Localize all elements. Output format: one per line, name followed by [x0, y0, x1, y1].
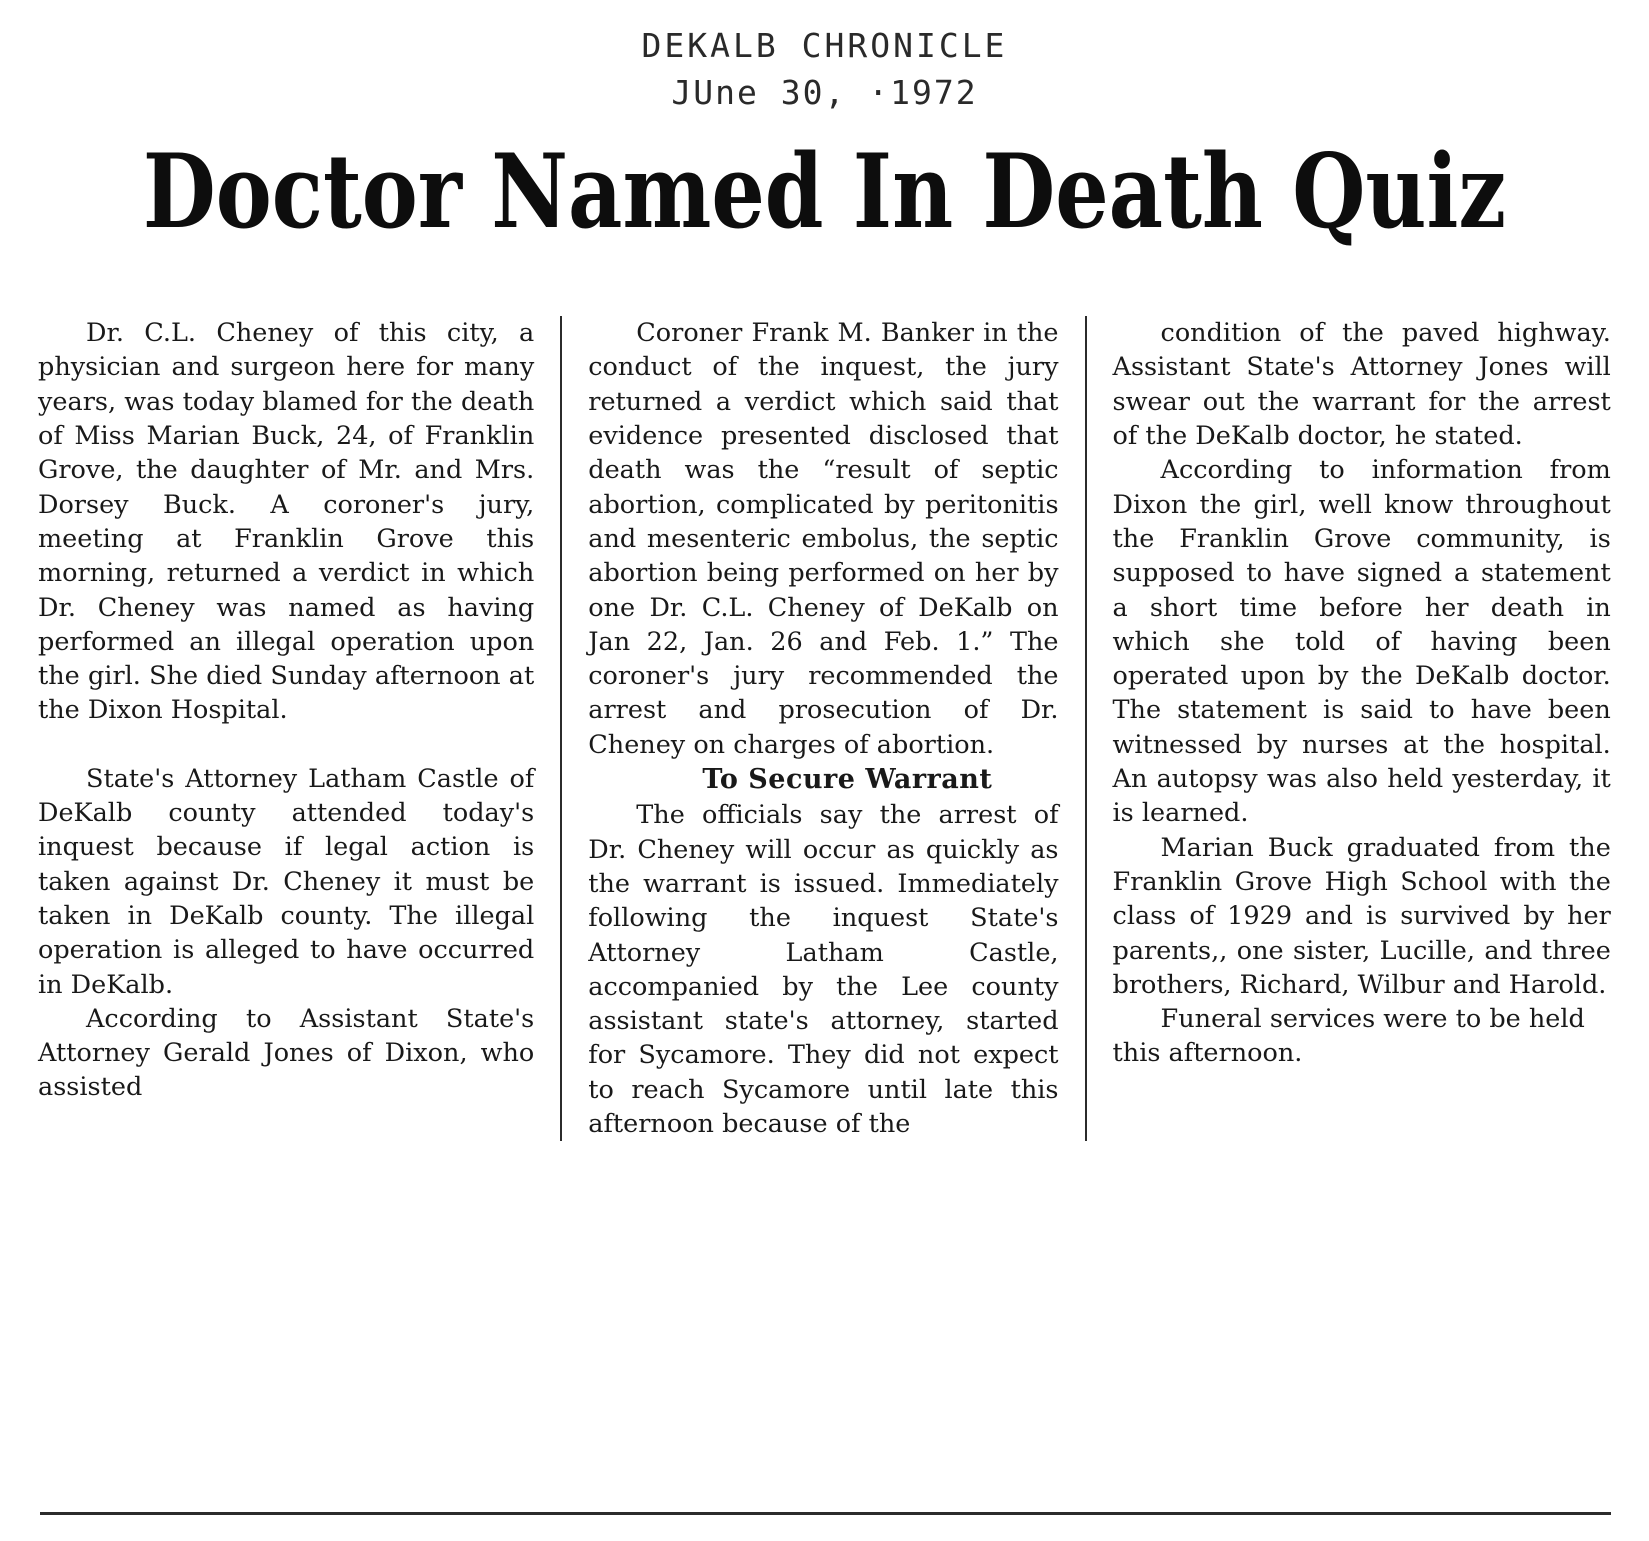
paragraph: The officials say the arrest of Dr. Cheney will occur as quickly as the warrant is issued. Immediately following the inquest State's Attorney Latham Castle, accompanied by the Lee county assistant state's attorney, started for Sycamore. They did not expect to reach Sycamore until late this afternoon because of the — [588, 800, 1059, 1140]
paragraph: According to Assistant State's Attorney Gerald Jones of Dixon, who assisted — [38, 1003, 535, 1103]
issue-date: JUne 30, ·1972 — [671, 73, 978, 112]
column-2 — [562, 316, 1086, 1141]
article-columns — [38, 316, 1611, 1141]
paragraph: Funeral services were to be held this afternoon. — [1112, 1004, 1585, 1069]
column-3 — [1087, 316, 1611, 1141]
paragraph: Marian Buck graduated from the Franklin Grove High School with the class of 1929 and is survived by her parents,, one sister, Lucille, and three brothers, Richard, Wilbur and Harold. — [1112, 832, 1611, 1000]
paragraph: Coroner Frank M. Banker in the conduct of the inquest, the jury returned a verdict which said that evidence presented disclosed that death was the “result of septic abortion, complicated by peritonitis and mesenteric embolus, the septic abortion being performed on her by one Dr. C.L. Cheney of DeKalb on Jan 22, Jan. 26 and Feb. 1.” The coroner's jury recommended the arrest and prosecution of Dr. Cheney on charges of abortion. — [588, 318, 1059, 760]
bottom-divider — [40, 1512, 1611, 1515]
masthead — [0, 0, 1649, 112]
paper-name: DEKALB CHRONICLE — [641, 26, 1008, 65]
paragraph: condition of the paved highway. Assistant State's Attorney Jones will swear out the warrant for the arrest of the DeKalb doctor, he stated. — [1112, 318, 1611, 452]
article-headline: Doctor Named In Death Quiz — [142, 130, 1507, 252]
column-1 — [38, 316, 562, 1141]
paragraph: State's Attorney Latham Castle of DeKalb county attended today's inquest because if legal action is taken against Dr. Cheney it must be taken in DeKalb county. The illegal operation is alleged to have occurred in DeKalb. — [38, 763, 535, 1000]
paragraph: Dr. C.L. Cheney of this city, a physician and surgeon here for many years, was today blamed for the death of Miss Marian Buck, 24, of Franklin Grove, the daughter of Mr. and Mrs. Dorsey Buck. A coroner's jury, meeting at Franklin Grove this morning, returned a verdict in which Dr. Cheney was named as having performed an illegal operation upon the girl. She died Sunday afternoon at the Dixon Hospital. — [38, 318, 535, 726]
paragraph: According to information from Dixon the girl, well know throughout the Franklin Grove community, is supposed to have signed a statement a short time before her death in which she told of having been operated upon by the DeKalb doctor. The statement is said to have been witnessed by nurses at the hospital. An autopsy was also held yesterday, it is learned. — [1112, 455, 1611, 829]
section-subhead: To Secure Warrant — [702, 764, 993, 796]
